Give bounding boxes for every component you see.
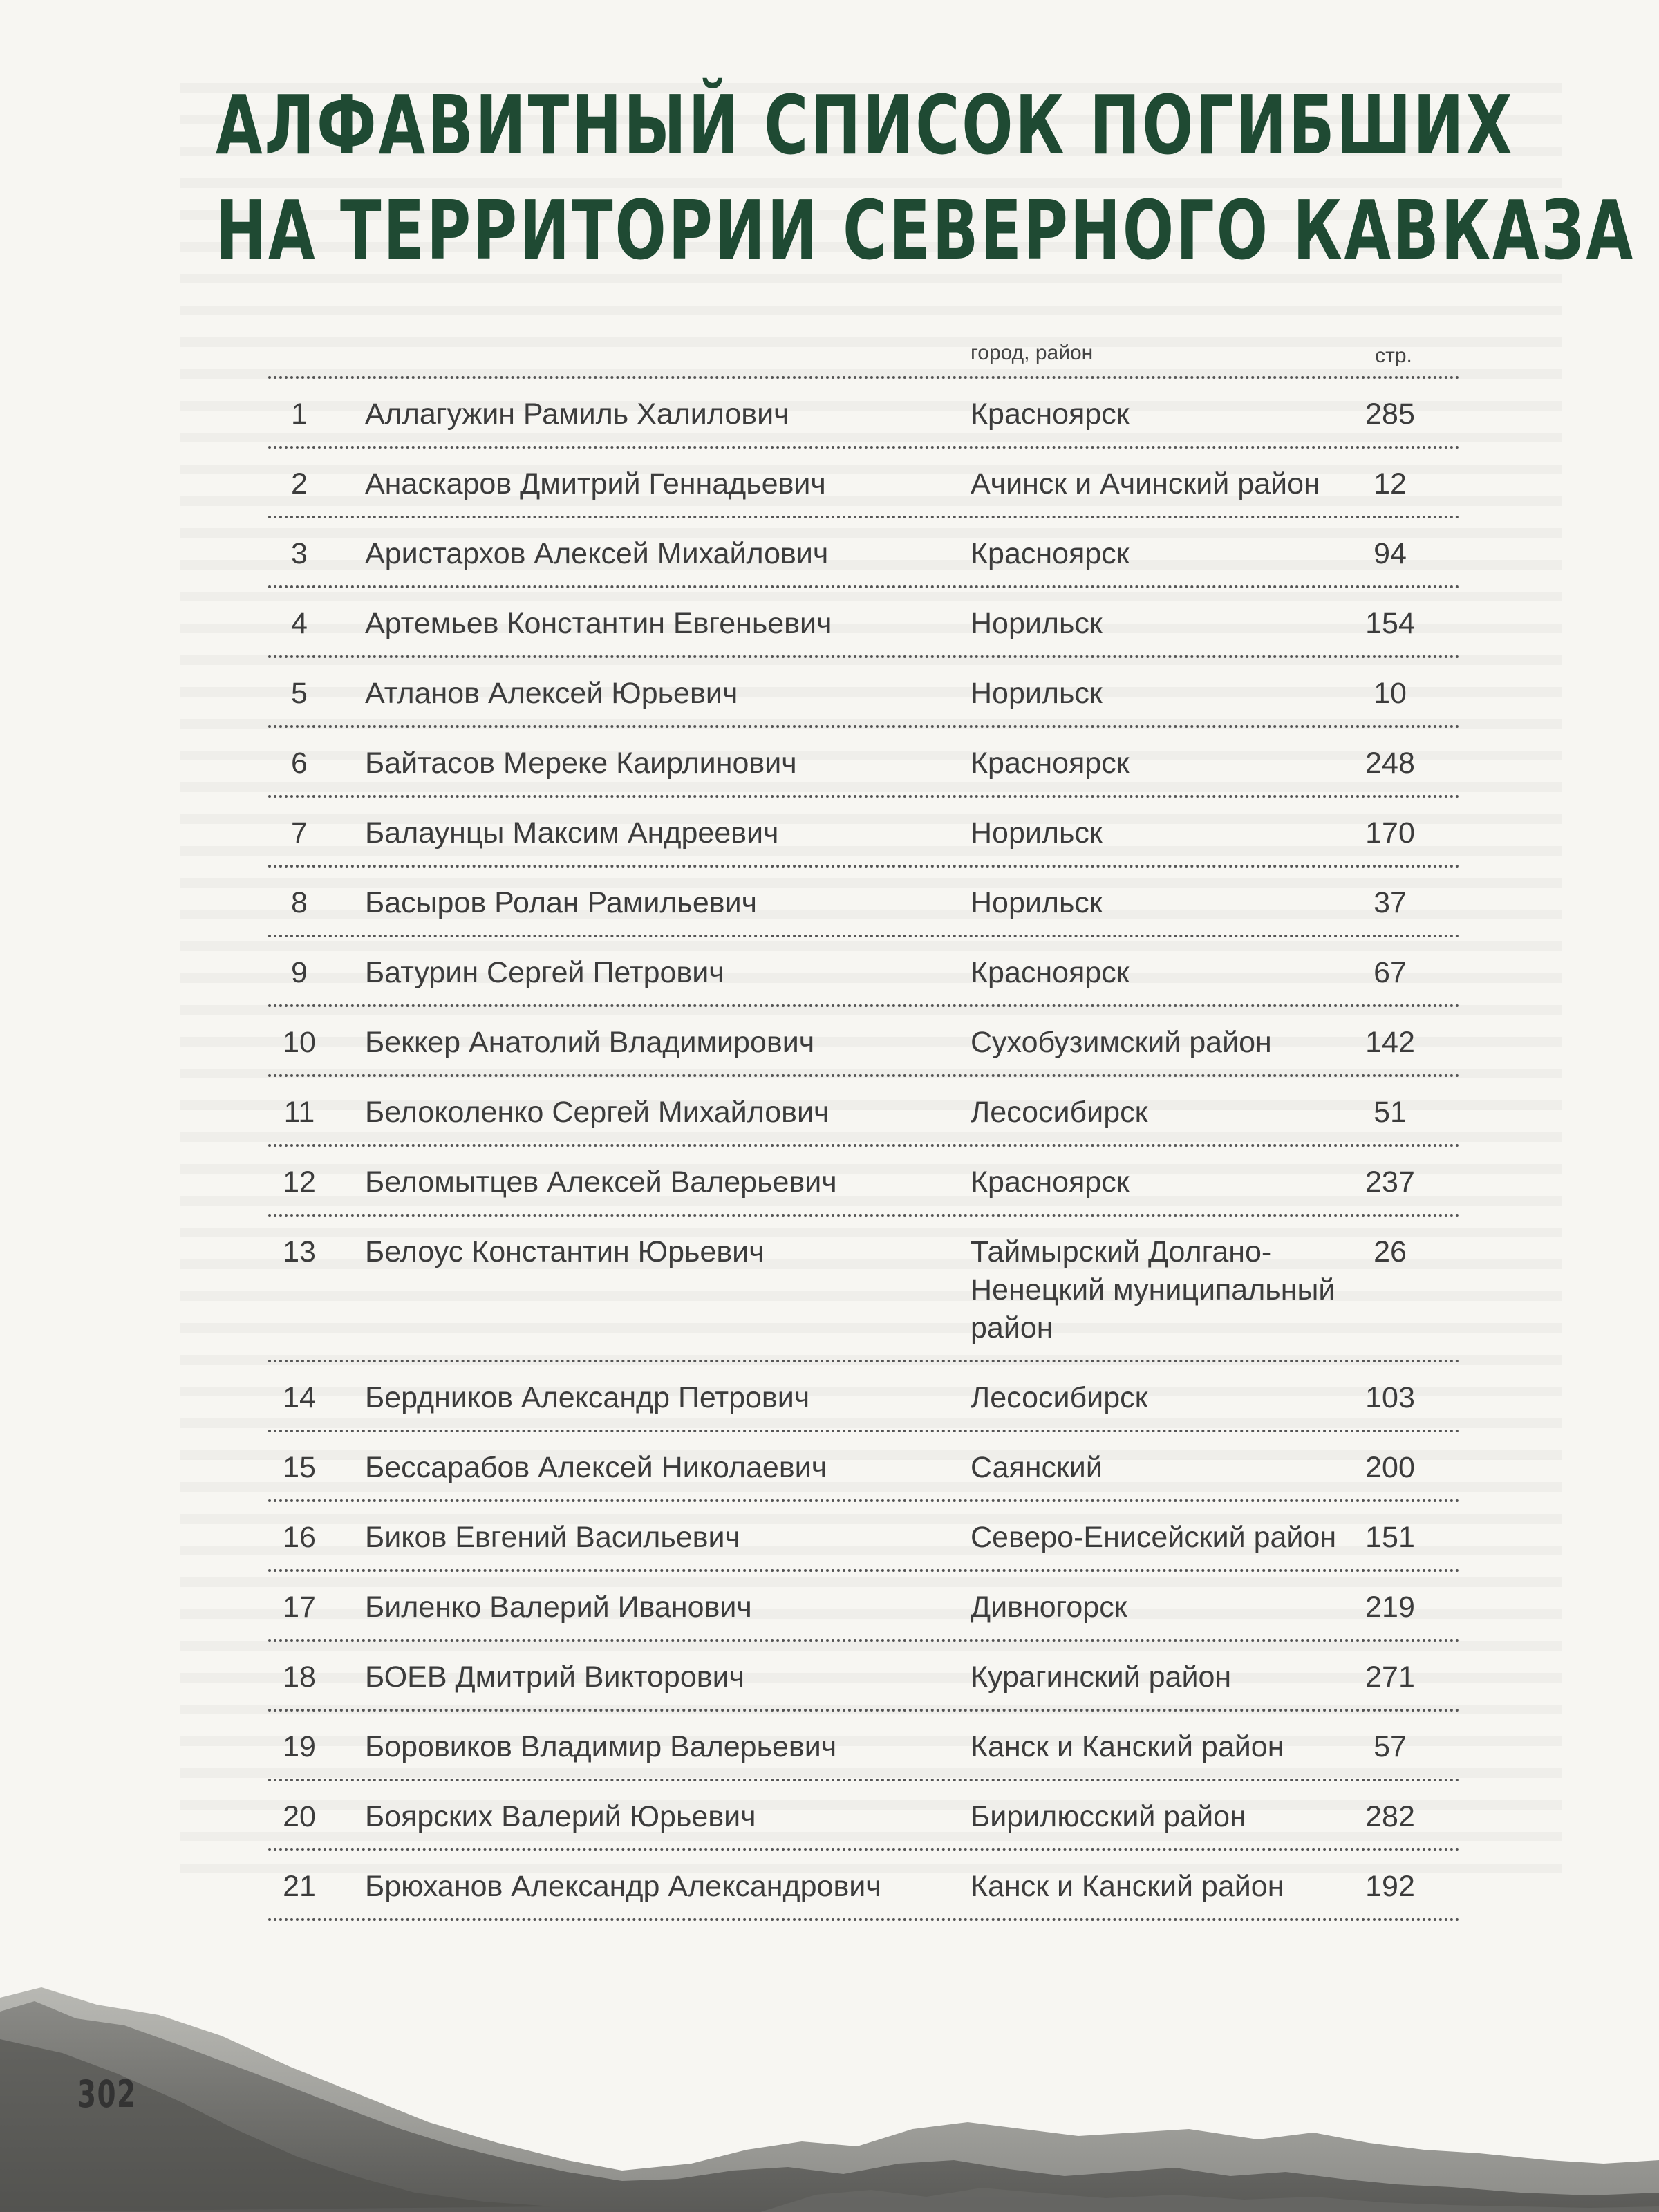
row-city: Красноярск xyxy=(971,747,1130,780)
table-header xyxy=(268,337,1460,379)
table-row xyxy=(268,1077,1460,1147)
row-name: Батурин Сергей Петрович xyxy=(365,956,724,989)
row-city: Норильск xyxy=(971,886,1103,919)
row-number: 12 xyxy=(283,1165,316,1199)
header-city: город, район xyxy=(971,341,1094,364)
row-name: Бессарабов Алексей Николаевич xyxy=(365,1451,827,1484)
table-row xyxy=(268,1712,1460,1781)
row-city: Красноярск xyxy=(971,397,1130,431)
row-number: 17 xyxy=(283,1591,316,1624)
table-row xyxy=(268,449,1460,518)
table-row xyxy=(268,728,1460,798)
row-number: 6 xyxy=(291,747,308,780)
table-row xyxy=(268,658,1460,728)
title-line-1: АЛФАВИТНЫЙ СПИСОК ПОГИБШИХ xyxy=(216,77,1515,173)
row-number: 14 xyxy=(283,1381,316,1414)
row-page: 142 xyxy=(1365,1026,1415,1059)
row-page: 237 xyxy=(1365,1165,1415,1199)
row-number: 10 xyxy=(283,1026,316,1059)
table-row xyxy=(268,1851,1460,1921)
row-page: 248 xyxy=(1365,747,1415,780)
row-number: 8 xyxy=(291,886,308,919)
row-page: 103 xyxy=(1365,1381,1415,1414)
row-name: Бердников Александр Петрович xyxy=(365,1381,810,1414)
row-city: Бирилюсский район xyxy=(971,1800,1246,1833)
row-city: Сухобузимский район xyxy=(971,1026,1272,1059)
row-city: Лесосибирск xyxy=(971,1381,1148,1414)
row-name: Боровиков Владимир Валерьевич xyxy=(365,1730,837,1763)
row-name: Биков Евгений Васильевич xyxy=(365,1521,740,1554)
row-page: 192 xyxy=(1365,1870,1415,1903)
table-row xyxy=(268,1217,1460,1362)
row-city: Норильск xyxy=(971,677,1103,710)
table-body xyxy=(268,379,1460,1921)
table-row xyxy=(268,1362,1460,1432)
row-name: Биленко Валерий Иванович xyxy=(365,1591,752,1624)
row-page: 57 xyxy=(1374,1730,1407,1763)
table-row xyxy=(268,1147,1460,1217)
row-city: Северо-Енисейский район xyxy=(971,1521,1337,1554)
mountain-landscape-image xyxy=(0,1922,1659,2212)
row-name: Беломытцев Алексей Валерьевич xyxy=(365,1165,837,1199)
row-page: 37 xyxy=(1374,886,1407,919)
row-name: Анаскаров Дмитрий Геннадьевич xyxy=(365,467,826,500)
row-page: 67 xyxy=(1374,956,1407,989)
row-name: Аллагужин Рамиль Халилович xyxy=(365,397,789,431)
row-page: 12 xyxy=(1374,467,1407,500)
row-page: 10 xyxy=(1374,677,1407,710)
row-number: 21 xyxy=(283,1870,316,1903)
table-row xyxy=(268,1572,1460,1642)
row-page: 219 xyxy=(1365,1591,1415,1624)
row-number: 13 xyxy=(283,1235,316,1268)
row-city: Курагинский район xyxy=(971,1660,1232,1694)
row-city: Лесосибирск xyxy=(971,1096,1148,1129)
row-page: 200 xyxy=(1365,1451,1415,1484)
row-name: Белоус Константин Юрьевич xyxy=(365,1235,765,1268)
row-page: 285 xyxy=(1365,397,1415,431)
table-row xyxy=(268,1007,1460,1077)
row-city: Красноярск xyxy=(971,956,1130,989)
row-name: Аристархов Алексей Михайлович xyxy=(365,537,829,570)
row-city: Канск и Канский район xyxy=(971,1730,1284,1763)
row-page: 94 xyxy=(1374,537,1407,570)
header-page: стр. xyxy=(1375,344,1412,367)
row-name: Басыров Ролан Рамильевич xyxy=(365,886,758,919)
table-row xyxy=(268,379,1460,449)
row-number: 16 xyxy=(283,1521,316,1554)
row-number: 9 xyxy=(291,956,308,989)
row-name: Боярских Валерий Юрьевич xyxy=(365,1800,756,1833)
table-row xyxy=(268,1781,1460,1851)
row-number: 7 xyxy=(291,816,308,850)
table-row xyxy=(268,588,1460,658)
row-name: Белоколенко Сергей Михайлович xyxy=(365,1096,830,1129)
row-page: 282 xyxy=(1365,1800,1415,1833)
table-row xyxy=(268,1432,1460,1502)
row-number: 18 xyxy=(283,1660,316,1694)
row-name: БОЕВ Дмитрий Викторович xyxy=(365,1660,745,1694)
row-name: Беккер Анатолий Владимирович xyxy=(365,1026,815,1059)
row-number: 11 xyxy=(283,1096,315,1129)
row-number: 20 xyxy=(283,1800,316,1833)
casualty-list-table xyxy=(268,337,1460,1921)
row-number: 15 xyxy=(283,1451,316,1484)
row-number: 1 xyxy=(291,397,308,431)
row-page: 154 xyxy=(1365,607,1415,640)
row-page: 151 xyxy=(1365,1521,1415,1554)
row-number: 2 xyxy=(291,467,308,500)
row-number: 5 xyxy=(291,677,308,710)
row-page: 51 xyxy=(1374,1096,1407,1129)
row-name: Атланов Алексей Юрьевич xyxy=(365,677,738,710)
row-city: Ачинск и Ачинский район xyxy=(971,467,1320,500)
row-city: Красноярск xyxy=(971,1165,1130,1199)
table-row xyxy=(268,868,1460,937)
row-page: 26 xyxy=(1374,1235,1407,1268)
row-city: Норильск xyxy=(971,816,1103,850)
row-city: Канск и Канский район xyxy=(971,1870,1284,1903)
table-row xyxy=(268,937,1460,1007)
row-city: Норильск xyxy=(971,607,1103,640)
row-number: 4 xyxy=(291,607,308,640)
row-number: 3 xyxy=(291,537,308,570)
row-city: Дивногорск xyxy=(971,1591,1127,1624)
row-city: Красноярск xyxy=(971,537,1130,570)
page-number: 302 xyxy=(77,2072,137,2116)
row-page: 170 xyxy=(1365,816,1415,850)
row-city: Саянский xyxy=(971,1451,1103,1484)
table-row xyxy=(268,798,1460,868)
row-name: Брюханов Александр Александрович xyxy=(365,1870,881,1903)
row-name: Артемьев Константин Евгеньевич xyxy=(365,607,832,640)
row-city: Таймырский Долгано-Ненецкий муниципальный район xyxy=(971,1235,1335,1344)
page-title xyxy=(216,73,1635,283)
row-name: Балаунцы Максим Андреевич xyxy=(365,816,779,850)
title-line-2: НА ТЕРРИТОРИИ СЕВЕРНОГО КАВКАЗА xyxy=(216,182,1635,278)
table-row xyxy=(268,518,1460,588)
row-page: 271 xyxy=(1365,1660,1415,1694)
table-row xyxy=(268,1502,1460,1572)
row-number: 19 xyxy=(283,1730,316,1763)
row-name: Байтасов Мереке Каирлинович xyxy=(365,747,797,780)
table-row xyxy=(268,1642,1460,1712)
